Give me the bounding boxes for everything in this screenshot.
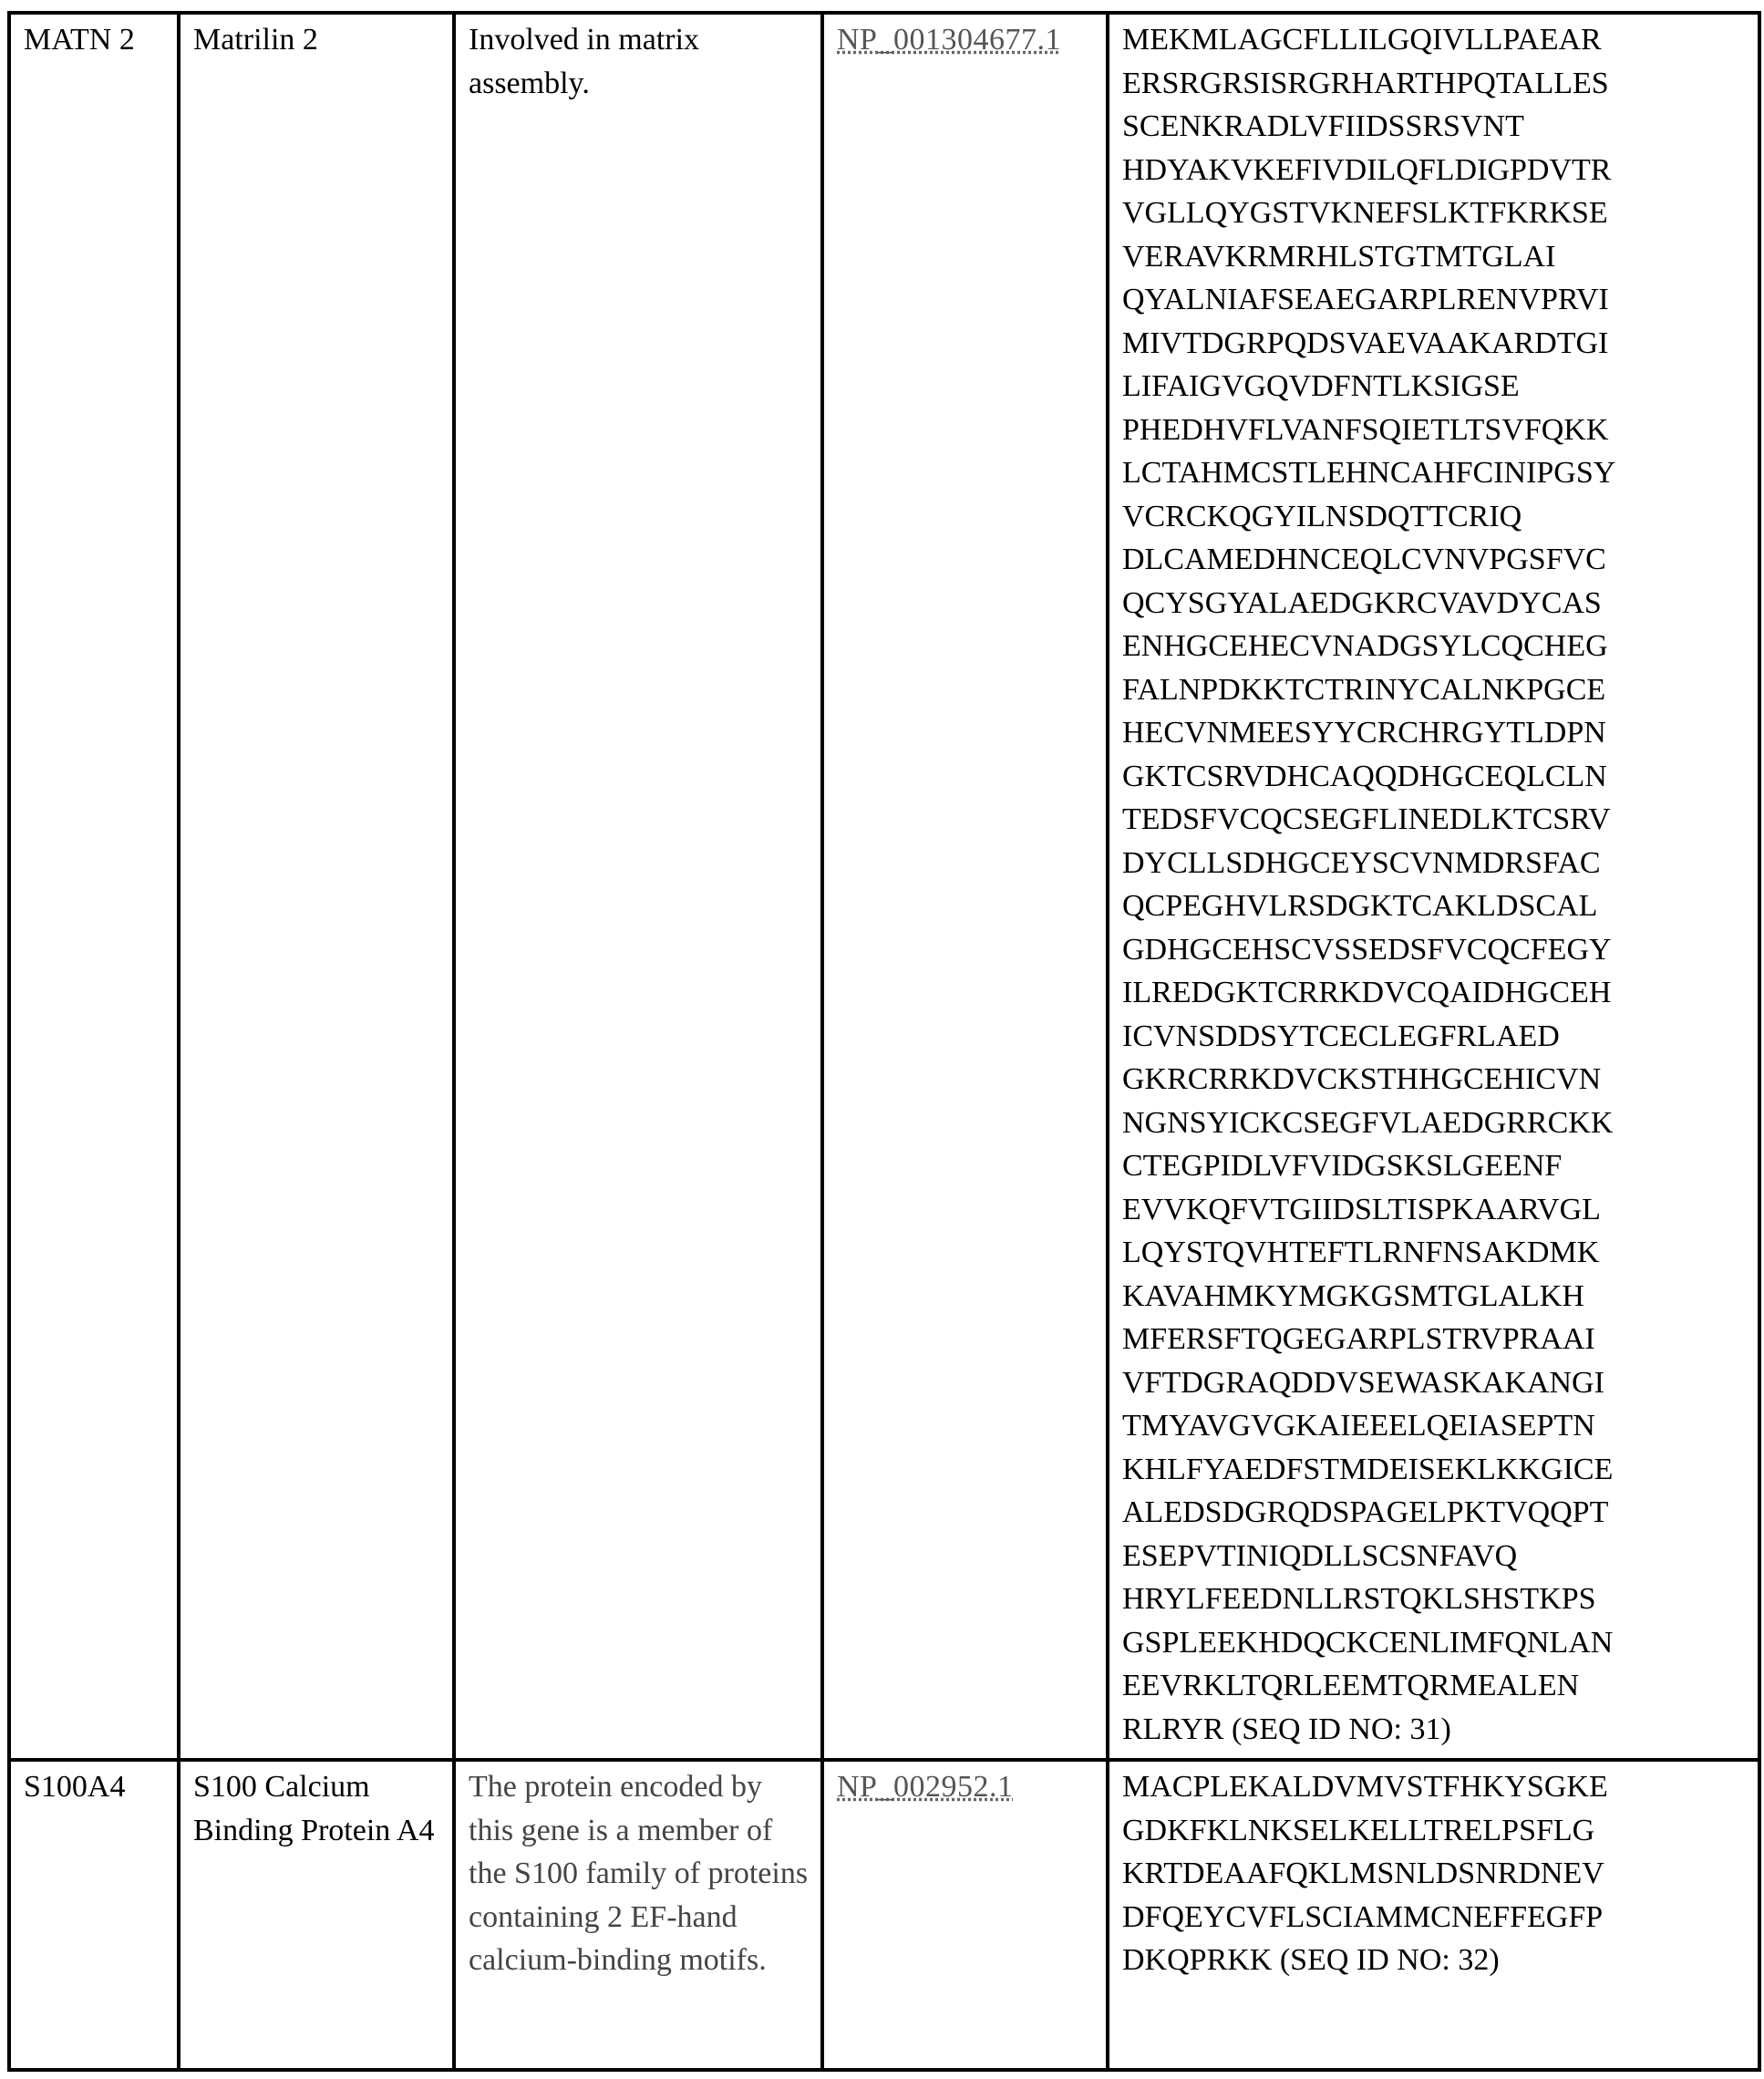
sequence-cell [1108, 1760, 1759, 2070]
sequence-line: HECVNMEESYYCRCHRGYTLDPN [1122, 716, 1606, 750]
sequence-line: GSPLEEKHDQCKCENLIMFQNLAN [1122, 1625, 1614, 1660]
sequence-line: PHEDHVFLVANFSQIETLTSVFQKK [1122, 412, 1609, 447]
sequence-line: HDYAKVKEFIVDILQFLDIGPDVTR [1122, 152, 1612, 187]
sequence-line: TEDSFVCQCSEGFLINEDLKTCSRV [1122, 802, 1611, 836]
sequence-line: VFTDGRAQDDVSEWASKAKANGI [1122, 1365, 1604, 1400]
gene-symbol: MATN 2 [24, 23, 135, 57]
accession-link[interactable]: NP_001304677.1 [837, 23, 1061, 57]
sequence-line: ICVNSDDSYTCECLEGFRLAED [1122, 1019, 1560, 1053]
protein-name-cell [179, 13, 454, 1760]
sequence-line: NGNSYICKCSEGFVLAEDGRRCKK [1122, 1105, 1614, 1140]
sequence-line: LQYSTQVHTEFTLRNFNSAKDMK [1122, 1236, 1600, 1269]
sequence-line: RLRYR (SEQ ID NO: 31) [1122, 1712, 1451, 1746]
sequence-line: DFQEYCVFLSCIAMMCNEFFEGFP [1122, 1899, 1604, 1934]
gene-symbol-cell [9, 1760, 179, 2070]
protein-name: Matrilin 2 [193, 23, 318, 57]
sequence-line: GKRCRRKDVCKSTHHGCEHICVN [1122, 1062, 1602, 1096]
table-row [9, 1760, 1759, 2070]
accession-link[interactable]: NP_002952.1 [837, 1770, 1014, 1804]
sequence-line: ERSRGRSISRGRHARTHPQTALLES [1122, 66, 1609, 100]
sequence-line: ESEPVTINIQDLLSCSNFAVQ [1122, 1538, 1518, 1573]
sequence-line: KRTDEAAFQKLMSNLDSNRDNEV [1122, 1857, 1604, 1890]
sequence-lines [1122, 18, 1749, 1751]
sequence-line: VGLLQYGSTVKNEFSLKTFKRKSE [1122, 196, 1608, 230]
sequence-line: LIFAIGVGQVDFNTLKSIGSE [1122, 369, 1520, 403]
sequence-line: DLCAMEDHNCEQLCVNVPGSFVC [1122, 543, 1606, 576]
sequence-line: KAVAHMKYMGKGSMTGLALKH [1122, 1278, 1584, 1313]
sequence-line: MACPLEKALDVMVSTFHKYSGKE [1122, 1770, 1608, 1804]
sequence-line: DKQPRKK (SEQ ID NO: 32) [1122, 1943, 1500, 1977]
sequence-line: KHLFYAEDFSTMDEISEKLKKGICE [1122, 1452, 1614, 1486]
sequence-line: EVVKQFVTGIIDSLTISPKAARVGL [1122, 1192, 1601, 1226]
sequence-line: ILREDGKTCRRKDVCQAIDHGCEH [1122, 976, 1612, 1009]
sequence-line: MIVTDGRPQDSVAEVAAKARDTGI [1122, 326, 1609, 360]
sequence-line: MFERSFTQGEGARPLSTRVPRAAI [1122, 1322, 1595, 1356]
sequence-line: QCPEGHVLRSDGKTCAKLDSCAL [1122, 889, 1598, 923]
sequence-line: VERAVKRMRHLSTGTMTGLAI [1122, 239, 1556, 274]
description-cell [454, 1760, 822, 2070]
gene-symbol: S100A4 [24, 1770, 126, 1804]
protein-name: S100 Calcium Binding Protein A4 [193, 1770, 435, 1847]
accession-cell [822, 13, 1108, 1760]
description: Involved in matrix assembly. [469, 23, 700, 100]
description-cell [454, 13, 822, 1760]
sequence-line: CTEGPIDLVFVIDGSKSLGEENF [1122, 1149, 1563, 1183]
sequence-line: SCENKRADLVFIIDSSRSVNT [1122, 109, 1524, 143]
sequence-line: QYALNIAFSEAEGARPLRENVPRVI [1122, 283, 1609, 316]
sequence-lines [1122, 1765, 1749, 1982]
sequence-line: QCYSGYALAEDGKRCVAVDYCAS [1122, 585, 1602, 620]
sequence-line: LCTAHMCSTLEHNCAHFCINIPGSY [1122, 456, 1616, 490]
sequence-line: EEVRKLTQRLEEMTQRMEALEN [1122, 1669, 1580, 1702]
sequence-line: MEKMLAGCFLLILGQIVLLPAEAR [1122, 23, 1602, 57]
sequence-line: DYCLLSDHGCEYSCVNMDRSFAC [1122, 845, 1601, 880]
sequence-line: HRYLFEEDNLLRSTQKLSHSTKPS [1122, 1582, 1596, 1616]
description: The protein encoded by this gene is a member of the S100 family of proteins containing 2 EF-hand calcium-binding motifs. [469, 1770, 809, 1977]
sequence-cell [1108, 13, 1759, 1760]
protein-name-cell [179, 1760, 454, 2070]
sequence-line: GDHGCEHSCVSSEDSFVCQCFEGY [1122, 932, 1612, 967]
table-row [9, 13, 1759, 1760]
sequence-line: TMYAVGVGKAIEEELQEIASEPTN [1122, 1409, 1595, 1443]
sequence-line: GDKFKLNKSELKELLTRELPSFLG [1122, 1813, 1595, 1847]
sequence-line: GKTCSRVDHCAQQDHGCEQLCLN [1122, 759, 1607, 793]
gene-symbol-cell [9, 13, 179, 1760]
sequence-line: ALEDSDGRQDSPAGELPKTVQQPT [1122, 1495, 1609, 1529]
sequence-line: ENHGCEHECVNADGSYLCQCHEG [1122, 629, 1608, 663]
sequence-line: FALNPDKKTCTRINYCALNKPGCE [1122, 672, 1606, 707]
protein-sequence-table [7, 11, 1761, 2072]
sequence-line: VCRCKQGYILNSDQTTCRIQ [1122, 499, 1522, 533]
accession-cell [822, 1760, 1108, 2070]
